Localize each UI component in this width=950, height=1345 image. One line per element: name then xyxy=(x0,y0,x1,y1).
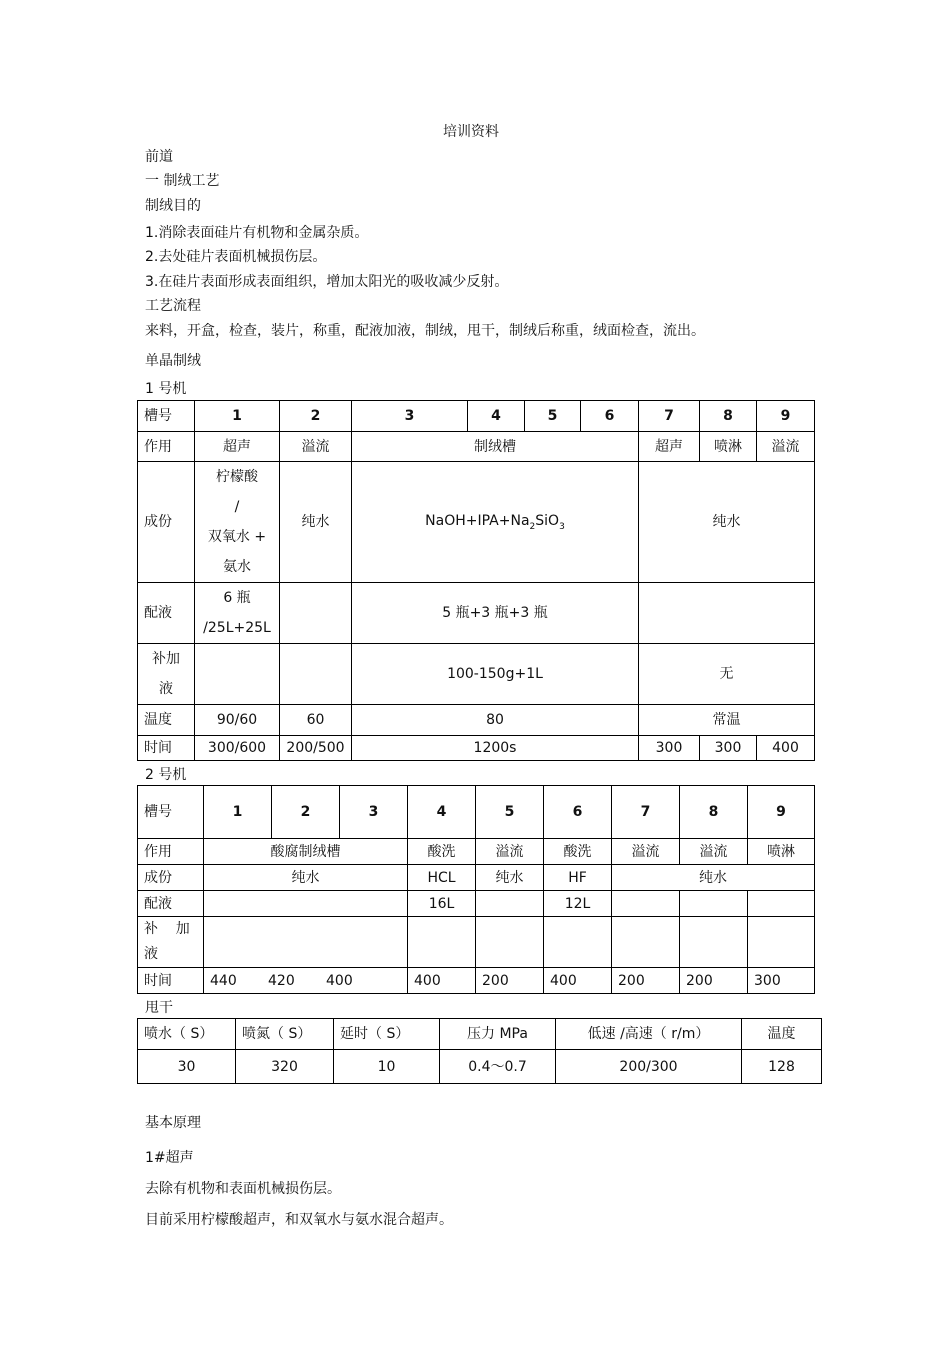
use-cell: 溢流 xyxy=(757,432,815,462)
slot-cell: 3 xyxy=(352,401,468,432)
ultrasonic-desc: 去除有机物和表面机械损伤层。 xyxy=(145,1181,341,1197)
machine2-table xyxy=(137,785,815,994)
use-cell: 溢流 xyxy=(612,839,680,865)
mix-cell xyxy=(280,583,352,644)
mix-cell xyxy=(195,583,280,644)
slot-cell: 2 xyxy=(280,401,352,432)
slot-cell: 6 xyxy=(581,401,639,432)
mix-cell xyxy=(680,891,748,917)
slot-cell: 1 xyxy=(195,401,280,432)
slot-header: 槽号 xyxy=(138,401,195,432)
dryer-value: 128 xyxy=(742,1050,822,1084)
purpose-heading: 制绒目的 xyxy=(145,198,201,214)
comp-line: / xyxy=(234,499,240,515)
add-cell: 100-150g+1L xyxy=(352,644,639,705)
dryer-label: 甩干 xyxy=(145,1000,173,1016)
add-cell xyxy=(612,917,680,968)
use-header: 作用 xyxy=(138,839,204,865)
slot-cell: 9 xyxy=(748,786,815,839)
dryer-value: 200/300 xyxy=(556,1050,742,1084)
comp-cell: HF xyxy=(544,865,612,891)
dryer-header: 喷水（ S） xyxy=(138,1019,236,1050)
formula-sub: 2 xyxy=(529,522,536,532)
dryer-header: 喷氮（ S） xyxy=(236,1019,334,1050)
use-cell: 溢流 xyxy=(680,839,748,865)
mix-cell xyxy=(476,891,544,917)
ultrasonic-desc: 目前采用柠檬酸超声，和双氧水与氨水混合超声。 xyxy=(145,1212,453,1228)
slot-cell: 6 xyxy=(544,786,612,839)
time-cell: 200 xyxy=(612,968,680,994)
dryer-table xyxy=(137,1018,822,1084)
mix-header: 配液 xyxy=(138,891,204,917)
add-cell xyxy=(408,917,476,968)
machine1-table xyxy=(137,400,815,761)
temp-cell: 60 xyxy=(280,705,352,736)
mix-cell: 16L xyxy=(408,891,476,917)
slot-cell: 2 xyxy=(272,786,340,839)
slot-cell: 1 xyxy=(204,786,272,839)
add-header-line: 补加 xyxy=(152,651,180,667)
page-title: 培训资料 xyxy=(443,124,499,140)
comp-cell: 纯水 xyxy=(639,462,815,583)
time-cell: 200 xyxy=(680,968,748,994)
purpose-item: 3.在硅片表面形成表面组织，增加太阳光的吸收减少反射。 xyxy=(145,274,509,290)
slot-cell: 8 xyxy=(700,401,757,432)
time-cell: 300 xyxy=(700,736,757,761)
slot-cell: 8 xyxy=(680,786,748,839)
comp-header: 成份 xyxy=(138,462,195,583)
mix-header: 配液 xyxy=(138,583,195,644)
slot-cell: 7 xyxy=(639,401,700,432)
dryer-header: 温度 xyxy=(742,1019,822,1050)
comp-cell xyxy=(195,462,280,583)
comp-line: 氨水 xyxy=(223,559,251,575)
add-header-line: 液 xyxy=(159,681,173,697)
use-cell: 喷淋 xyxy=(700,432,757,462)
comp-cell: 纯水 xyxy=(204,865,408,891)
use-cell: 制绒槽 xyxy=(352,432,639,462)
temp-cell: 80 xyxy=(352,705,639,736)
mix-line: 6 瓶 xyxy=(223,590,251,606)
preface-heading: 前道 xyxy=(145,149,173,165)
comp-cell: 纯水 xyxy=(280,462,352,583)
mix-cell xyxy=(639,583,815,644)
formula-mid: SiO xyxy=(535,513,560,529)
temp-cell: 常温 xyxy=(639,705,815,736)
add-cell: 无 xyxy=(639,644,815,705)
use-cell: 酸腐制绒槽 xyxy=(204,839,408,865)
add-cell xyxy=(544,917,612,968)
mono-heading: 单晶制绒 xyxy=(145,353,201,369)
time-cell: 300/600 xyxy=(195,736,280,761)
slot-cell: 3 xyxy=(340,786,408,839)
dryer-header: 延时（ S） xyxy=(334,1019,440,1050)
add-cell xyxy=(748,917,815,968)
time-cell: 400 xyxy=(544,968,612,994)
add-cell xyxy=(680,917,748,968)
formula-main: NaOH+IPA+Na xyxy=(425,513,530,529)
purpose-item: 1.消除表面硅片有机物和金属杂质。 xyxy=(145,225,369,241)
comp-line: 双氧水 + xyxy=(207,529,267,545)
use-cell: 酸洗 xyxy=(408,839,476,865)
add-header xyxy=(138,644,195,705)
time-cell-group xyxy=(204,968,408,994)
ultrasonic-heading: 1#超声 xyxy=(145,1150,194,1166)
comp-cell: HCL xyxy=(408,865,476,891)
dryer-header: 低速 /高速（ r/m） xyxy=(556,1019,742,1050)
use-cell: 溢流 xyxy=(476,839,544,865)
mix-cell xyxy=(612,891,680,917)
slot-cell: 9 xyxy=(757,401,815,432)
slot-cell: 4 xyxy=(408,786,476,839)
use-cell: 喷淋 xyxy=(748,839,815,865)
add-header xyxy=(138,917,204,968)
time-header: 时间 xyxy=(138,736,195,761)
add-cell xyxy=(476,917,544,968)
comp-cell-formula xyxy=(352,462,639,583)
mix-cell xyxy=(748,891,815,917)
time-cell: 300 xyxy=(639,736,700,761)
mix-cell: 12L xyxy=(544,891,612,917)
add-cell xyxy=(204,917,408,968)
comp-line: 柠檬酸 xyxy=(216,469,258,485)
slot-cell: 7 xyxy=(612,786,680,839)
dryer-value: 10 xyxy=(334,1050,440,1084)
add-header-line: 补 加 xyxy=(144,921,190,937)
time-cell: 300 xyxy=(748,968,815,994)
time-value: 440 xyxy=(210,972,237,989)
dryer-value: 30 xyxy=(138,1050,236,1084)
comp-cell: 纯水 xyxy=(612,865,815,891)
flow-text: 来料，开盒，检查，装片，称重，配液加液，制绒，甩干，制绒后称重，绒面检查，流出。 xyxy=(145,323,705,339)
add-header-line: 液 xyxy=(144,946,158,962)
time-cell: 400 xyxy=(408,968,476,994)
flow-heading: 工艺流程 xyxy=(145,298,201,314)
comp-cell: 纯水 xyxy=(476,865,544,891)
principle-heading: 基本原理 xyxy=(145,1115,201,1131)
mix-cell xyxy=(204,891,408,917)
machine1-label: 1 号机 xyxy=(145,381,187,397)
use-cell: 超声 xyxy=(195,432,280,462)
machine2-label: 2 号机 xyxy=(145,767,187,783)
time-cell: 1200s xyxy=(352,736,639,761)
slot-cell: 5 xyxy=(525,401,581,432)
comp-header: 成份 xyxy=(138,865,204,891)
use-cell: 酸洗 xyxy=(544,839,612,865)
temp-cell: 90/60 xyxy=(195,705,280,736)
time-header: 时间 xyxy=(138,968,204,994)
add-cell xyxy=(280,644,352,705)
time-cell: 200 xyxy=(476,968,544,994)
time-value: 420 xyxy=(268,972,295,989)
dryer-value: 0.4～0.7 xyxy=(440,1050,556,1084)
slot-cell: 5 xyxy=(476,786,544,839)
time-cell: 400 xyxy=(757,736,815,761)
use-header: 作用 xyxy=(138,432,195,462)
dryer-header: 压力 MPa xyxy=(440,1019,556,1050)
formula-sub: 3 xyxy=(559,522,565,532)
slot-cell: 4 xyxy=(468,401,525,432)
add-cell xyxy=(195,644,280,705)
temp-header: 温度 xyxy=(138,705,195,736)
use-cell: 超声 xyxy=(639,432,700,462)
mix-cell: 5 瓶+3 瓶+3 瓶 xyxy=(352,583,639,644)
mix-line: /25L+25L xyxy=(203,620,271,636)
purpose-item: 2.去处硅片表面机械损伤层。 xyxy=(145,249,327,265)
time-value: 400 xyxy=(326,972,353,989)
slot-header: 槽号 xyxy=(138,786,204,839)
time-cell: 200/500 xyxy=(280,736,352,761)
dryer-value: 320 xyxy=(236,1050,334,1084)
use-cell: 溢流 xyxy=(280,432,352,462)
section-heading: 一 制绒工艺 xyxy=(145,173,220,189)
